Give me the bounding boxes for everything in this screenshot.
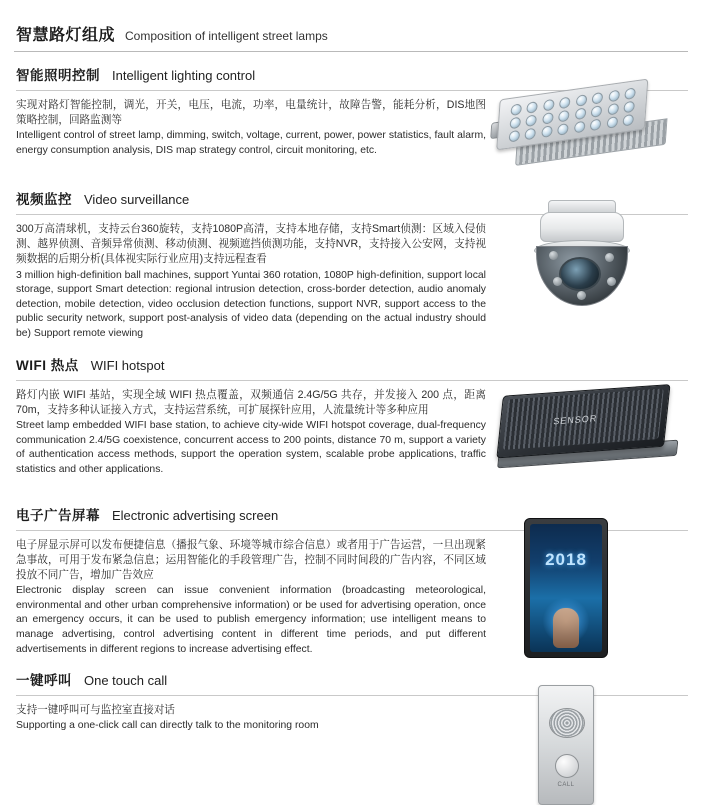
- intercom-speaker-grille: [549, 708, 585, 738]
- section-body: [16, 98, 486, 159]
- section-text-en: Street lamp embedded WIFI base station, to achieve city-wide WIFI hotspot coverage, dual-frequency communication 2.4/5G coexistence, concurrent access to 200 points, distance 70 m, support a variety of authentication access methods, support the operation system, scalable probe applications, traffic statistics and other applications.: [16, 419, 486, 475]
- section-heading: [16, 354, 688, 374]
- section-title-cn: 视频监控: [16, 192, 72, 207]
- screen-year-text: 2018: [545, 549, 587, 569]
- section-intelligent-lighting-control: [14, 64, 688, 176]
- page-title-cn: 智慧路灯组成: [16, 27, 116, 44]
- intercom-call-button: [555, 754, 579, 778]
- section-title-en: Video surveillance: [84, 192, 190, 207]
- section-body: [16, 388, 486, 478]
- camera-dome: [536, 246, 628, 306]
- intercom-label: CALL: [557, 782, 575, 789]
- section-text-en: Supporting a one-click call can directly talk to the monitoring room: [16, 720, 319, 732]
- camera-lens: [559, 257, 601, 291]
- street-lamp-module-image: [490, 80, 676, 158]
- section-one-touch-call: [14, 669, 688, 789]
- wifi-access-point-image: [494, 384, 680, 474]
- section-text-cn: 300万高清球机，支持云台360旋转，支持1080P高清，支持本地存储，支持Smart侦测：区域入侵侦测、越界侦测、音频异常侦测、移动侦测、视频遮挡侦测功能，支持NVR，支持接入公安网，支持视频数据的后期分析(具体视实际行业应用)支持远程查看: [16, 223, 486, 266]
- section-electronic-advertising-screen: [14, 504, 688, 658]
- page-title-en: Composition of intelligent street lamps: [125, 29, 328, 43]
- section-body: [16, 703, 486, 734]
- page-title: [14, 22, 688, 45]
- section-text-cn: 实现对路灯智能控制，调光，开关，电压，电流，功率，电量统计，故障告警，能耗分析，DIS地图策略控制，回路监测等: [16, 99, 486, 127]
- section-title-cn: 智能照明控制: [16, 68, 100, 83]
- intercom-housing: [538, 685, 594, 805]
- section-wifi-hotspot: [14, 354, 688, 492]
- title-divider: [14, 51, 688, 52]
- section-text-cn: 电子屏显示屏可以发布便捷信息（播报气象、环境等城市综合信息）或者用于广告运营，一旦出现紧急事故，可用于发布紧急信息；运用智能化的手段管理广告，控制不同时间段的广告内容，不同区域投放不同广告，增加广告效应: [16, 538, 486, 581]
- section-title-en: Intelligent lighting control: [112, 68, 256, 83]
- intercom-call-box-image: [538, 685, 594, 805]
- section-text-cn: 路灯内嵌 WIFI 基站，实现全域 WIFI 热点覆盖，双频通信 2.4G/5G 共存，并发接入 200 点，距离 70m，支持多种认证接入方式，支持运营系统，可扩展探针应用，人流量统计等多种应用: [16, 388, 486, 416]
- section-title-en: One touch call: [84, 673, 168, 689]
- screen-hand-graphic: [553, 608, 579, 648]
- section-body: [16, 538, 486, 658]
- section-text-cn: 支持一键呼叫可与监控室直接对话: [16, 704, 175, 717]
- section-text-en: Intelligent control of street lamp, dimming, switch, voltage, current, power, power statistics, fault alarm, energy consumption analysis, DIS map strategy control, circuit monitoring, etc.: [16, 130, 486, 156]
- section-title-en: WIFI hotspot: [90, 357, 165, 373]
- advertising-lcd-screen-image: [524, 518, 608, 658]
- section-title-cn: 电子广告屏幕: [16, 507, 100, 523]
- section-title-cn: 一键呼叫: [16, 673, 72, 689]
- section-text-en: 3 million high-definition ball machines, support Yuntai 360 rotation, 1080P high-definition, support local storage, support Smart detection: regional intrusion detection, cross-border detection, audio anomaly detection, mobile detection, video occlusion detection functions, support NVR, support access to the public security network, support post-analysis of video data (depending on the actual industry should be) Support remote viewing: [16, 269, 486, 339]
- section-video-surveillance: [14, 188, 688, 342]
- section-title-en: Electronic advertising screen: [112, 507, 279, 523]
- screen-bezel: [524, 518, 608, 658]
- section-body: [16, 222, 486, 342]
- section-title-cn: WIFI 热点: [16, 357, 79, 373]
- section-text-en: Electronic display screen can issue convenient information (broadcasting meteorological, environmental and other urban comprehensive information) or be used for advertising operation, once an emergency occurs, it can be used to publish emergency information; use intelligent means to manage advertising, control advertising content in different time periods, and put different advertisements in different regions to increase advertising effect.: [16, 585, 486, 655]
- access-point-label: SENSOR: [552, 412, 598, 426]
- screen-display: [530, 524, 602, 652]
- section-divider: [16, 380, 688, 381]
- camera-neck: [540, 212, 624, 242]
- ptz-dome-camera-image: [522, 200, 642, 308]
